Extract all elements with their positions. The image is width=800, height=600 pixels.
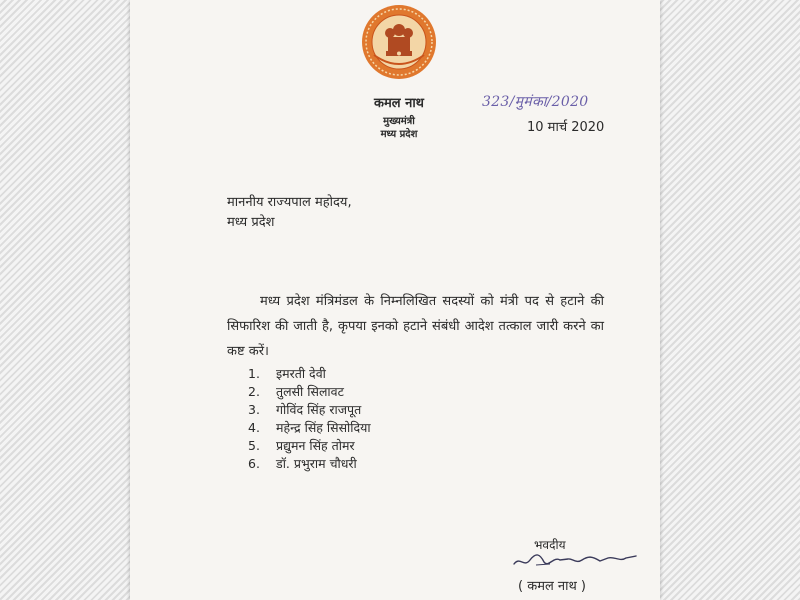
list-item bbox=[248, 455, 371, 473]
addressee-salutation: माननीय राज्यपाल महोदय, bbox=[227, 195, 352, 210]
closing-word: भवदीय bbox=[534, 538, 566, 552]
letterhead-name: कमल नाथ bbox=[374, 96, 424, 111]
members-list bbox=[248, 365, 371, 473]
letter-date: 10 मार्च 2020 bbox=[527, 120, 605, 135]
list-item bbox=[248, 437, 371, 455]
list-item bbox=[248, 383, 371, 401]
state-emblem-icon bbox=[360, 3, 438, 81]
list-number: 4. bbox=[248, 420, 260, 435]
list-number: 3. bbox=[248, 402, 260, 417]
reference-number: 323/मुमंका/2020 bbox=[482, 94, 589, 110]
list-number: 6. bbox=[248, 456, 260, 471]
list-number: 1. bbox=[248, 366, 260, 381]
member-name: प्रद्युमन सिंह तोमर bbox=[276, 438, 355, 453]
list-item bbox=[248, 365, 371, 383]
list-item bbox=[248, 419, 371, 437]
list-item bbox=[248, 401, 371, 419]
addressee-state: मध्य प्रदेश bbox=[227, 215, 275, 230]
letterhead-state: मध्य प्रदेश bbox=[380, 129, 418, 140]
letterhead-title: मुख्यमंत्री bbox=[383, 116, 415, 127]
body-paragraph: मध्य प्रदेश मंत्रिमंडल के निम्नलिखित सदस्यों को मंत्री पद से हटाने की सिफारिश की जाती है, कृपया इनको हटाने संबंधी आदेश तत्काल जारी करने का कष्ट करें। bbox=[227, 294, 604, 359]
list-number: 5. bbox=[248, 438, 260, 453]
member-name: डॉ. प्रभुराम चौधरी bbox=[276, 456, 357, 471]
member-name: इमरती देवी bbox=[276, 366, 326, 381]
member-name: महेन्द्र सिंह सिसोदिया bbox=[276, 420, 371, 435]
member-name: तुलसी सिलावट bbox=[276, 384, 344, 399]
list-number: 2. bbox=[248, 384, 260, 399]
letter-page bbox=[130, 0, 660, 600]
signature-icon bbox=[510, 550, 640, 574]
member-name: गोविंद सिंह राजपूत bbox=[276, 402, 362, 417]
signatory-name: ( कमल नाथ ) bbox=[518, 579, 587, 594]
